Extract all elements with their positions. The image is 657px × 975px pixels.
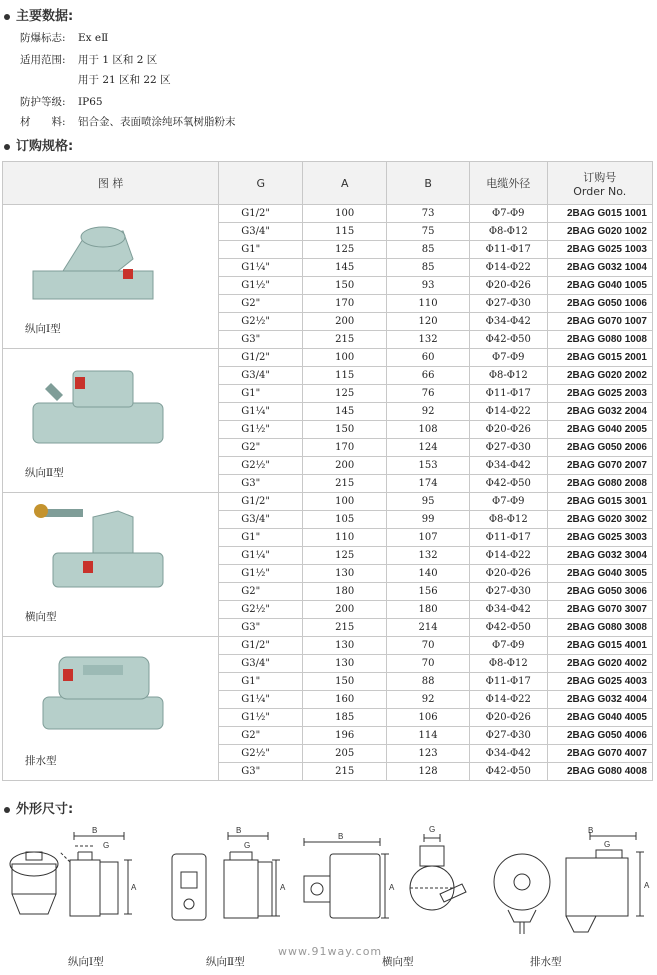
b-cell: 66 xyxy=(387,367,470,385)
cable-cell: Φ27-Φ30 xyxy=(470,583,547,601)
order-no-cell: 2BAG G040 2005 xyxy=(547,421,653,439)
order-no-cell: 2BAG G020 2002 xyxy=(547,367,653,385)
spec-explosion-mark: 防爆标志: Ex eⅡ xyxy=(20,32,109,44)
caption-horizontal: 横向型 xyxy=(382,956,414,968)
spec-material: 材 料: 铝合金、表面喷涂纯环氧树脂粉末 xyxy=(20,116,236,128)
order-no-cell: 2BAG G020 3002 xyxy=(547,511,653,529)
drawing-drain xyxy=(494,832,644,934)
spec-scope: 适用范围: 用于 1 区和 2 区 xyxy=(20,54,158,66)
table-header-row xyxy=(3,162,653,205)
order-no-cell: 2BAG G025 3003 xyxy=(547,529,653,547)
cable-cell: Φ7-Φ9 xyxy=(470,493,547,511)
product-photo-0 xyxy=(23,209,173,309)
a-cell: 215 xyxy=(303,763,387,781)
order-no-cell: 2BAG G080 3008 xyxy=(547,619,653,637)
a-cell: 160 xyxy=(303,691,387,709)
g-cell: G1/2" xyxy=(219,205,303,223)
g-cell: G2" xyxy=(219,583,303,601)
drawing-vertical-1 xyxy=(10,832,132,916)
a-cell: 100 xyxy=(303,349,387,367)
g-cell: G3" xyxy=(219,331,303,349)
b-cell: 92 xyxy=(387,403,470,421)
b-cell: 107 xyxy=(387,529,470,547)
g-cell: G3/4" xyxy=(219,367,303,385)
table-row xyxy=(3,349,653,367)
a-cell: 145 xyxy=(303,403,387,421)
a-cell: 205 xyxy=(303,745,387,763)
cable-cell: Φ14-Φ22 xyxy=(470,547,547,565)
order-no-cell: 2BAG G070 2007 xyxy=(547,457,653,475)
b-cell: 174 xyxy=(387,475,470,493)
cable-cell: Φ7-Φ9 xyxy=(470,349,547,367)
order-no-cell: 2BAG G025 2003 xyxy=(547,385,653,403)
figure-label: 纵向Ⅰ型 xyxy=(25,323,61,335)
table-row xyxy=(3,637,653,655)
g-cell: G3" xyxy=(219,763,303,781)
table-row xyxy=(3,493,653,511)
order-no-cell: 2BAG G050 4006 xyxy=(547,727,653,745)
dim-letter-g-3: G xyxy=(429,825,436,834)
order-no-cell: 2BAG G015 2001 xyxy=(547,349,653,367)
a-cell: 130 xyxy=(303,565,387,583)
b-cell: 60 xyxy=(387,349,470,367)
cable-cell: Φ11-Φ17 xyxy=(470,673,547,691)
cable-cell: Φ27-Φ30 xyxy=(470,439,547,457)
a-cell: 130 xyxy=(303,637,387,655)
drawing-horizontal xyxy=(304,834,466,918)
order-no-cell: 2BAG G070 4007 xyxy=(547,745,653,763)
cable-cell: Φ27-Φ30 xyxy=(470,295,547,313)
cable-cell: Φ8-Φ12 xyxy=(470,655,547,673)
g-cell: G3/4" xyxy=(219,655,303,673)
a-cell: 105 xyxy=(303,511,387,529)
order-no-cell: 2BAG G050 2006 xyxy=(547,439,653,457)
b-cell: 93 xyxy=(387,277,470,295)
g-cell: G1½" xyxy=(219,277,303,295)
a-cell: 150 xyxy=(303,673,387,691)
b-cell: 70 xyxy=(387,637,470,655)
b-cell: 124 xyxy=(387,439,470,457)
b-cell: 153 xyxy=(387,457,470,475)
a-cell: 115 xyxy=(303,367,387,385)
order-no-cell: 2BAG G070 1007 xyxy=(547,313,653,331)
b-cell: 95 xyxy=(387,493,470,511)
order-no-cell: 2BAG G015 1001 xyxy=(547,205,653,223)
g-cell: G1" xyxy=(219,385,303,403)
caption-drain: 排水型 xyxy=(530,956,562,968)
cable-cell: Φ42-Φ50 xyxy=(470,331,547,349)
b-cell: 123 xyxy=(387,745,470,763)
cable-cell: Φ11-Φ17 xyxy=(470,241,547,259)
b-cell: 70 xyxy=(387,655,470,673)
dim-letter-b-3: B xyxy=(338,832,344,841)
order-no-cell: 2BAG G032 1004 xyxy=(547,259,653,277)
g-cell: G1" xyxy=(219,529,303,547)
b-cell: 75 xyxy=(387,223,470,241)
cable-cell: Φ42-Φ50 xyxy=(470,619,547,637)
cable-cell: Φ8-Φ12 xyxy=(470,367,547,385)
order-no-cell: 2BAG G070 3007 xyxy=(547,601,653,619)
b-cell: 85 xyxy=(387,241,470,259)
g-cell: G1½" xyxy=(219,565,303,583)
a-cell: 100 xyxy=(303,493,387,511)
a-cell: 125 xyxy=(303,385,387,403)
cable-cell: Φ42-Φ50 xyxy=(470,763,547,781)
order-no-cell: 2BAG G080 1008 xyxy=(547,331,653,349)
drawing-vertical-2 xyxy=(172,832,280,920)
caption-vertical-2: 纵向Ⅱ型 xyxy=(206,956,245,968)
cable-cell: Φ14-Φ22 xyxy=(470,259,547,277)
b-cell: 73 xyxy=(387,205,470,223)
b-cell: 180 xyxy=(387,601,470,619)
order-table xyxy=(2,161,653,781)
product-photo-2 xyxy=(23,497,173,597)
cable-cell: Φ11-Φ17 xyxy=(470,529,547,547)
order-no-cell: 2BAG G040 4005 xyxy=(547,709,653,727)
cable-cell: Φ34-Φ42 xyxy=(470,457,547,475)
b-cell: 140 xyxy=(387,565,470,583)
dim-letter-b-4: B xyxy=(588,826,594,835)
g-cell: G1¼" xyxy=(219,691,303,709)
dim-letter-g-2: G xyxy=(244,841,251,850)
a-cell: 125 xyxy=(303,241,387,259)
g-cell: G1½" xyxy=(219,421,303,439)
spec-scope-2: 用于 21 区和 22 区 xyxy=(78,74,171,86)
a-cell: 115 xyxy=(303,223,387,241)
dim-letter-a-4: A xyxy=(644,881,650,890)
g-cell: G3" xyxy=(219,619,303,637)
g-cell: G2½" xyxy=(219,601,303,619)
g-cell: G1/2" xyxy=(219,349,303,367)
cable-cell: Φ34-Φ42 xyxy=(470,601,547,619)
g-cell: G1" xyxy=(219,241,303,259)
cable-cell: Φ7-Φ9 xyxy=(470,637,547,655)
order-no-cell: 2BAG G050 1006 xyxy=(547,295,653,313)
cable-cell: Φ42-Φ50 xyxy=(470,475,547,493)
product-photo-3 xyxy=(23,641,173,741)
g-cell: G1/2" xyxy=(219,637,303,655)
cable-cell: Φ34-Φ42 xyxy=(470,745,547,763)
b-cell: 128 xyxy=(387,763,470,781)
order-no-cell: 2BAG G025 4003 xyxy=(547,673,653,691)
b-cell: 85 xyxy=(387,259,470,277)
g-cell: G1½" xyxy=(219,709,303,727)
g-cell: G2" xyxy=(219,439,303,457)
table-row xyxy=(3,205,653,223)
order-no-cell: 2BAG G050 3006 xyxy=(547,583,653,601)
order-no-cell: 2BAG G080 2008 xyxy=(547,475,653,493)
figure-label: 排水型 xyxy=(25,755,57,767)
b-cell: 108 xyxy=(387,421,470,439)
cable-cell: Φ8-Φ12 xyxy=(470,511,547,529)
dim-letter-g-1: G xyxy=(103,841,110,850)
cable-cell: Φ11-Φ17 xyxy=(470,385,547,403)
section-main-data: 主要数据: xyxy=(4,5,73,24)
g-cell: G2½" xyxy=(219,313,303,331)
g-cell: G1" xyxy=(219,673,303,691)
a-cell: 185 xyxy=(303,709,387,727)
dim-letter-b-2: B xyxy=(236,826,242,835)
g-cell: G1¼" xyxy=(219,547,303,565)
a-cell: 170 xyxy=(303,439,387,457)
a-cell: 215 xyxy=(303,331,387,349)
header-a: A xyxy=(303,162,387,205)
b-cell: 92 xyxy=(387,691,470,709)
b-cell: 132 xyxy=(387,547,470,565)
cable-cell: Φ20-Φ26 xyxy=(470,565,547,583)
g-cell: G1¼" xyxy=(219,259,303,277)
cable-cell: Φ20-Φ26 xyxy=(470,421,547,439)
a-cell: 180 xyxy=(303,583,387,601)
spec-protection: 防护等级: IP65 xyxy=(20,96,103,108)
header-g: G xyxy=(219,162,303,205)
a-cell: 110 xyxy=(303,529,387,547)
b-cell: 120 xyxy=(387,313,470,331)
section-order-spec: 订购规格: xyxy=(4,135,73,154)
b-cell: 156 xyxy=(387,583,470,601)
g-cell: G2½" xyxy=(219,457,303,475)
order-no-cell: 2BAG G025 1003 xyxy=(547,241,653,259)
order-no-cell: 2BAG G020 1002 xyxy=(547,223,653,241)
figure-cell xyxy=(3,349,219,493)
cable-cell: Φ14-Φ22 xyxy=(470,691,547,709)
cable-cell: Φ34-Φ42 xyxy=(470,313,547,331)
a-cell: 125 xyxy=(303,547,387,565)
order-no-cell: 2BAG G040 1005 xyxy=(547,277,653,295)
g-cell: G2" xyxy=(219,295,303,313)
b-cell: 76 xyxy=(387,385,470,403)
b-cell: 114 xyxy=(387,727,470,745)
order-no-cell: 2BAG G080 4008 xyxy=(547,763,653,781)
figure-label: 横向型 xyxy=(25,611,57,623)
order-no-cell: 2BAG G040 3005 xyxy=(547,565,653,583)
header-figure: 图 样 xyxy=(3,162,219,205)
a-cell: 150 xyxy=(303,421,387,439)
a-cell: 200 xyxy=(303,601,387,619)
figure-cell xyxy=(3,205,219,349)
b-cell: 214 xyxy=(387,619,470,637)
g-cell: G1¼" xyxy=(219,403,303,421)
order-no-cell: 2BAG G032 4004 xyxy=(547,691,653,709)
product-photo-1 xyxy=(23,353,173,453)
dim-letter-a-1: A xyxy=(131,883,137,892)
a-cell: 196 xyxy=(303,727,387,745)
header-order-no: 订购号 Order No. xyxy=(547,162,653,205)
a-cell: 150 xyxy=(303,277,387,295)
watermark: www.91way.com xyxy=(278,945,383,958)
g-cell: G3/4" xyxy=(219,511,303,529)
header-cable: 电缆外径 xyxy=(470,162,547,205)
a-cell: 200 xyxy=(303,457,387,475)
a-cell: 170 xyxy=(303,295,387,313)
b-cell: 99 xyxy=(387,511,470,529)
b-cell: 132 xyxy=(387,331,470,349)
order-no-cell: 2BAG G015 3001 xyxy=(547,493,653,511)
dim-letter-a-3: A xyxy=(389,883,395,892)
g-cell: G1/2" xyxy=(219,493,303,511)
order-no-cell: 2BAG G032 3004 xyxy=(547,547,653,565)
header-b: B xyxy=(387,162,470,205)
figure-cell xyxy=(3,493,219,637)
cable-cell: Φ8-Φ12 xyxy=(470,223,547,241)
a-cell: 215 xyxy=(303,475,387,493)
section-dimensions: 外形尺寸: xyxy=(4,798,73,817)
figure-label: 纵向Ⅱ型 xyxy=(25,467,64,479)
g-cell: G2½" xyxy=(219,745,303,763)
g-cell: G3/4" xyxy=(219,223,303,241)
a-cell: 200 xyxy=(303,313,387,331)
dim-letter-g-4: G xyxy=(604,840,611,849)
dim-letter-a-2: A xyxy=(280,883,286,892)
a-cell: 215 xyxy=(303,619,387,637)
cable-cell: Φ7-Φ9 xyxy=(470,205,547,223)
b-cell: 106 xyxy=(387,709,470,727)
a-cell: 130 xyxy=(303,655,387,673)
caption-vertical-1: 纵向Ⅰ型 xyxy=(68,956,104,968)
cable-cell: Φ20-Φ26 xyxy=(470,277,547,295)
g-cell: G2" xyxy=(219,727,303,745)
order-no-cell: 2BAG G015 4001 xyxy=(547,637,653,655)
a-cell: 100 xyxy=(303,205,387,223)
cable-cell: Φ20-Φ26 xyxy=(470,709,547,727)
b-cell: 88 xyxy=(387,673,470,691)
figure-cell xyxy=(3,637,219,781)
dim-letter-b-1: B xyxy=(92,826,98,835)
cable-cell: Φ27-Φ30 xyxy=(470,727,547,745)
a-cell: 145 xyxy=(303,259,387,277)
order-no-cell: 2BAG G032 2004 xyxy=(547,403,653,421)
g-cell: G3" xyxy=(219,475,303,493)
b-cell: 110 xyxy=(387,295,470,313)
order-no-cell: 2BAG G020 4002 xyxy=(547,655,653,673)
cable-cell: Φ14-Φ22 xyxy=(470,403,547,421)
